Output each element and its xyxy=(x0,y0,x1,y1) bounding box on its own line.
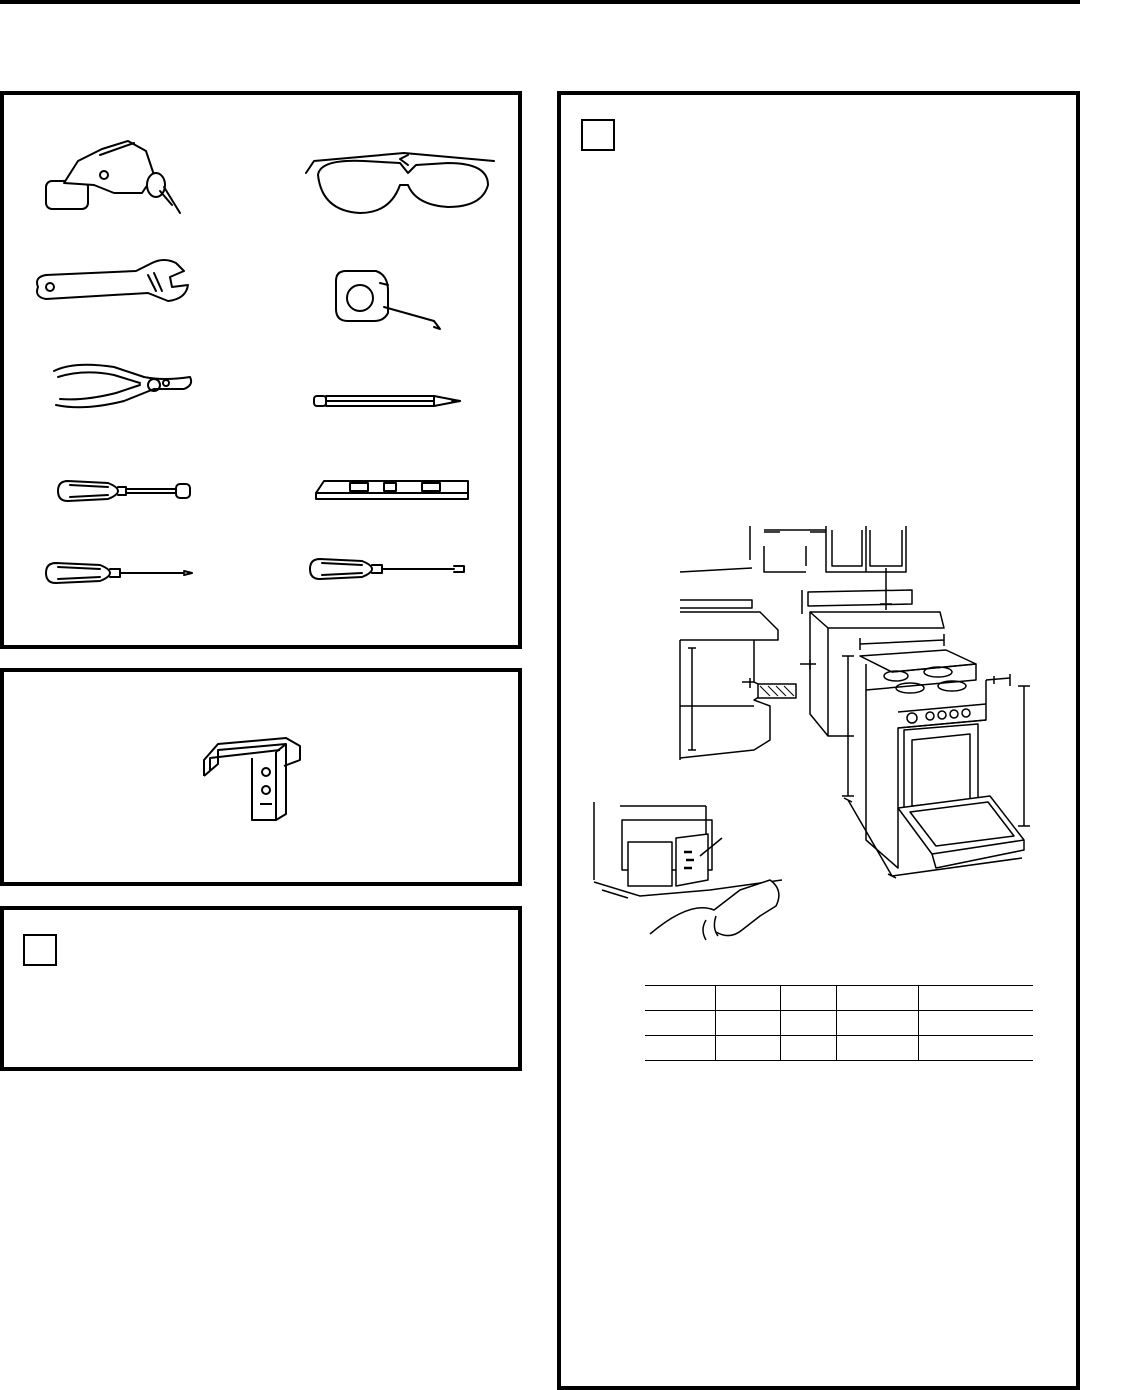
level-icon xyxy=(316,481,468,499)
tools-box xyxy=(0,91,522,649)
tape-measure-icon xyxy=(336,271,440,329)
table-cell xyxy=(780,1036,836,1061)
table-cell xyxy=(780,986,836,1011)
table-cell xyxy=(715,1011,780,1036)
step-checkbox xyxy=(581,119,615,151)
parts-box xyxy=(0,668,522,886)
table-cell xyxy=(918,986,1033,1011)
table-cell xyxy=(715,986,780,1011)
pliers-icon xyxy=(54,365,191,408)
table-cell xyxy=(836,1036,918,1061)
adjustable-wrench-icon xyxy=(37,260,188,301)
tools-illustrations xyxy=(4,95,518,645)
table-cell xyxy=(918,1011,1033,1036)
safety-glasses-icon xyxy=(306,153,494,213)
anti-tip-bracket-icon xyxy=(4,672,518,882)
nut-driver-icon xyxy=(58,481,190,501)
pencil-icon xyxy=(314,396,460,406)
dimension-table xyxy=(645,985,1033,1061)
table-cell xyxy=(918,1036,1033,1061)
table-cell xyxy=(836,986,918,1011)
flat-screwdriver-icon xyxy=(310,559,464,579)
power-drill-icon xyxy=(46,141,180,213)
table-cell xyxy=(715,1036,780,1061)
table-row xyxy=(645,1036,1033,1061)
table-cell xyxy=(645,1011,715,1036)
top-rule xyxy=(0,0,1080,4)
table-cell xyxy=(836,1011,918,1036)
table-cell xyxy=(780,1011,836,1036)
table-cell xyxy=(645,986,715,1011)
step-box-left xyxy=(0,906,522,1071)
phillips-screwdriver-icon xyxy=(46,563,192,583)
step-checkbox xyxy=(23,934,57,966)
table-row xyxy=(645,986,1033,1011)
table-cell xyxy=(645,1036,715,1061)
table-row xyxy=(645,1011,1033,1036)
step-box-right xyxy=(557,91,1080,1390)
